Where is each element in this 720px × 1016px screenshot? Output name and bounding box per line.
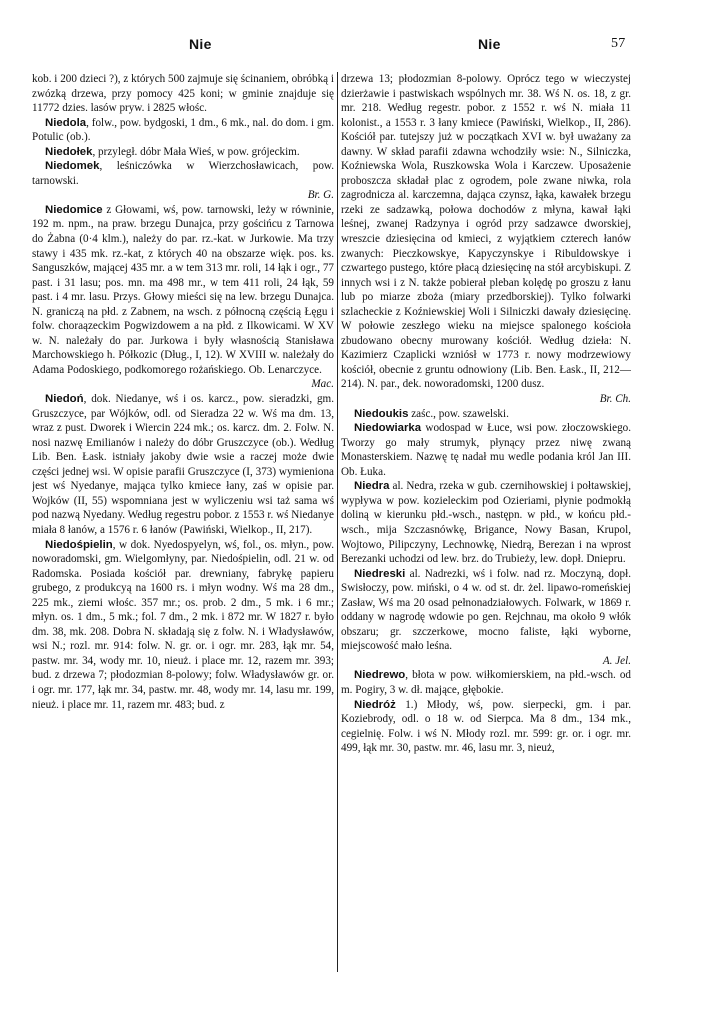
entry-text: al. Nadrezki, wś i folw. nad rz. Moczyną, dopł. Swisłoczy, pow. miński, o 4 w. od st. dr. żel. lipawo-romeńskiej Zasław, Wś ma 20 osad pełnonadziałowych. Folwark, w 1869 r. oddany w nagrodę wdowie po gen. Rejchnau, ma około 9 włók obszaru; gr. szczerkowe, mocno faliste, łąki wyborne, miejscowość mało leśna. [341, 567, 631, 653]
dictionary-entry [341, 698, 631, 756]
entry-headword: Niedróż [354, 698, 396, 711]
author-signature: Mac. [311, 378, 334, 391]
entry-text: wodospad w Łuce, wsi pow. złoczowskiego. Tworzy go mały strumyk, płynący przez niwę zwaną Monasterskiem. Nazwę tę nadał mu wedle podania król Jan III. Ob. Łuka. [341, 422, 631, 478]
entry-headword: Niedowiarka [354, 422, 422, 435]
entry-headword: Niedołek [45, 145, 93, 158]
entry-headword: Niedra [354, 480, 390, 493]
entry-headword: Niedrewo [354, 669, 406, 682]
dictionary-entry [341, 479, 631, 566]
dictionary-entry [32, 203, 334, 392]
dictionary-entry [32, 392, 334, 537]
entry-text: , dok. Niedanye, wś i os. karcz., pow. sieradzki, gm. Gruszczyce, par Wójków, odl. od Sieradza 22 w. Wś ma dm. 13, wraz z pust. Dworek i Wiercin 224 mk.; os. karcz. dm. 2. Folw. N. nosi nazwę Emilianów i należy do dóbr Gruszczyce (ob.). Według Lib. Ben. Łask. istniały jakoby dwie wsie a raczej może dwie części jednej wsi. W opisie parafii Gruszczyce (I, 373) wymieniona jest wś Nyedanye, mająca tylko kmiece łany, zaś w opisie par. Wojków (II, 55) wspomniana jest w wyliczeniu wsi taż sama wś pod nazwą Nyedany. Według regestru pobor. z 1553 r. wś Niedanye miała 8 łanów, a 1576 r. 6 łanów (Pawiński, Wielkop., II, 217). [32, 393, 334, 536]
header-left-keyword: Nie [189, 36, 212, 52]
entry-headword: Niedośpielin [45, 538, 113, 551]
right-column [341, 72, 631, 992]
entry-text: 1.) Młody, wś, pow. sierpecki, gm. i par. Koziebrody, odl. o 18 w. od Sierpca. Ma 8 dm., 134 mk., cegielnię. Folw. i wś N. Młody rozl. mr. 599: gr. or. i ogr. mr. 499, łąk mr. 30, pastw. mr. 46, lasu mr. 3, nieuż, [341, 698, 631, 755]
entry-headword: Niedreski [354, 567, 406, 580]
entry-headword: Niedoukis [354, 407, 409, 420]
dictionary-entry [341, 668, 631, 697]
dictionary-entry [341, 567, 631, 669]
entry-text: kob. i 200 dzieci ?), z których 500 zajmuje się ścinaniem, obróbką i zwózką drzewa, przy pomocy 425 koni; w gminie znajduje się 11772 dzies. lasów pryw. i 2825 włośc. [32, 73, 334, 115]
entry-text: al. Nedra, rzeka w gub. czernihowskiej i połtawskiej, wypływa w pow. kozieleckim pod Ozieriami, płynie podmokłą doliną w kierunku płd.-wsch., następn. w płd., w końcu płd.-wsch., mija Szczasnówkę, Brigance, Nowy Basan, Krupol, Wojtowo, Pilipczyny, Lechnowkę, Niedrą, Berezan i na wprost Berezanki uchodzi od lew. brz. do Trubieży, lew. dopł. Dniepru. [341, 480, 631, 566]
dictionary-entry [32, 159, 334, 203]
column-divider [337, 72, 338, 972]
header-center-keyword: Nie [478, 36, 501, 52]
entry-text: , leśniczówka w Wierzchosławicach, pow. tarnowski. [32, 160, 334, 187]
left-column [32, 72, 334, 992]
continued-entry [341, 72, 631, 407]
entry-text: , przyległ. dóbr Mała Wieś, w pow. grójeckim. [92, 145, 300, 158]
dictionary-entry [32, 145, 334, 160]
author-signature: Br. G. [307, 189, 334, 202]
entry-headword: Niedola [45, 116, 87, 129]
entry-text: , w dok. Nyedospyelyn, wś, fol., os. młyn., pow. noworadomski, gm. Wielgomłyny, par. Niedośpielin, odl. 21 w. od Radomska. Posiada kościół par. drewniany, fabrykę papieru grubego, z produkcyą na 1600 rs. i młyn wodny. Wś ma 28 dm., 225 mk., ziemi włośc. 357 mr.; os. prob. 2 dm., 5 mk. i 6 mr.; młyn. os. 1 dm., 5 mk.; fol. 7 dm., 2 mk. i 872 mr. W 1827 r. było dm. 38, mk. 208. Dobra N. składają się z folw. N. i Władysławów, wsi N.; rozl. mr. 914: folw. N. gr. or. i ogr. mr. 283, łąk mr. 54, pastw. mr. 34, wody mr. 10, nieuż. i place mr. 12, razem mr. 393; bud. z drzewa 7; płodozmian 8-polowy; folw. Władysławów gr. or. i ogr. mr. 177, łąk mr. 34, pastw. mr. 48, wody mr. 14, lasu mr. 199, nieuż. i place mr. 11, razem mr. 483; bud. z [32, 538, 334, 711]
dictionary-entry [341, 421, 631, 479]
entry-text: , błota w pow. wiłkomierskiem, na płd.-wsch. od m. Pogiry, 3 w. dł. mające, głębokie. [341, 669, 631, 696]
dictionary-entry [32, 116, 334, 145]
entry-text: zaśc., pow. szawelski. [408, 407, 509, 420]
entry-headword: Niedomice [45, 203, 103, 216]
entry-text: drzewa 13; płodozmian 8-polowy. Oprócz tego w wieczystej dzierżawie i pastwiskach wspólnych mr. 38. Wś N. os. 18, z gr. mr. 218. Według regestr. pobor. z 1552 r. wś N. miała 11 kolonist., a 1553 r. 3 łany kmiece (Pawiński, Wielkop., II, 286). Kościół par. tutejszy już w początkach XVI w. był uważany za dawny. W skład parafii zdawna wchodziły wsie: N., Silniczka, Koźniewska Wola, Ruszkowska Wola i Karczew. Uposażenie proboszcza składał plac z ogrodem, pole zwane niwka, rola zagrodnicza al. karczemna, dająca czynsz, łąka, kawałek brzegu rzeki ze sadzawką, połowa dochodów z młyna, kawał łąki leśnej, zwanej Radzynya i ogród przy sadzawce dworskiej, wreszcie dziesięcina od kmieci, z wyjątkiem czterech łanów zwanych: Pieczkowskye, Kapyczynskye i Ribuldowskye i czwartego pustego, które płacą dziesięcinę na stół arcybiskupi. Z innych wsi i z N. także pobierał pleban kolędę po groszu z łanu lub po miarze zboża (miary przedborskiej). Tylko folwarki szlacheckie z Koźniewskiej Woli i Silniczki dawały dziesięcinę. W połowie zeszłego wieku na miejsce spalonego kościoła zbudowano obecny murowany kościół. Według dzieła: N. Kazimierz Czaplicki wzniósł w 1773 r. nowy modrzewiowy kościół, obecnie z gruntu odnowiony (Lib. Ben. Łask., II, 212—214). N. par., dek. noworadomski, 1200 dusz. [341, 73, 631, 391]
entry-text: z Głowami, wś, pow. tarnowski, leży w równinie, 192 m. npm., na praw. brzegu Dunajca, przy gościńcu z Tarnowa do Żabna (0·4 klm.), należy do par. rz.-kat. w Jurkowie. Ma trzy stawy i 435 mk. rz.-kat, z których 40 na obszarze więk. pos. ks. Sanguszków, mającej 435 mr. a w tem 313 mr. roli, 14 łąk i ogr., 77 past. i 31 lasu; pos. mn. ma 498 mr., w tem 411 roli, 24 łąk, 59 past. i 4 mr. lasu. Przys. Głowy mieści się na lew. brzegu Dunajca. N. graniczą na płd. z Zabnem, na wsch. z północną częścią Łęgu i folw. choraązeckim Pogwizdowem a na płd. z Ilkowicami. W XV w. N. należały do par. Jurkowa i były własnością Stanisława Marchowskiego h. Półkozic (Dług., I, 12). W XVIII w. należały do Adama Podoskiego, podkomorego rożańskiego. Ob. Lenarczyce. [32, 203, 334, 376]
continued-entry [32, 72, 334, 116]
page-number: 57 [611, 36, 626, 51]
author-signature: A. Jel. [602, 654, 631, 667]
dictionary-entry [32, 538, 334, 713]
entry-text: , folw., pow. bydgoski, 1 dm., 6 mk., nal. do dom. i gm. Potulic (ob.). [32, 116, 334, 144]
dictionary-entry [341, 407, 631, 422]
entry-headword: Niedoń [45, 393, 84, 406]
author-signature: Br. Ch. [599, 393, 631, 406]
entry-headword: Niedomek [45, 160, 100, 173]
